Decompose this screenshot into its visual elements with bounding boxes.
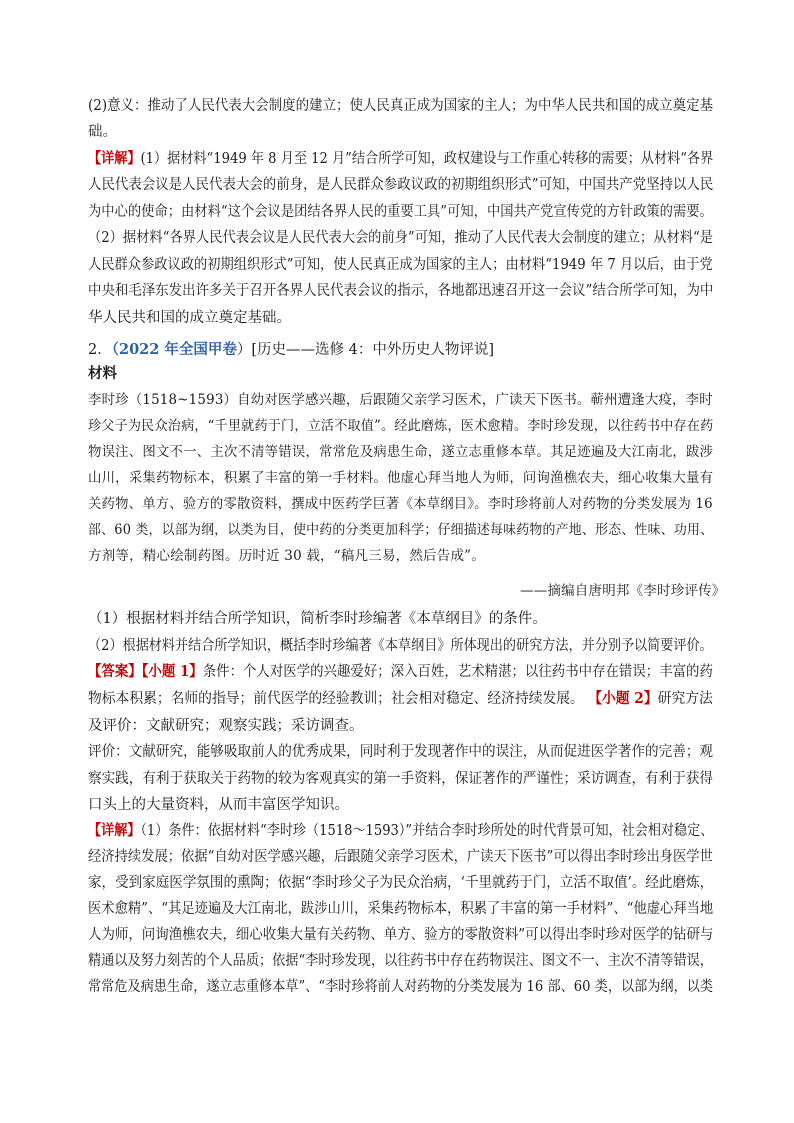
text-line [88,174,713,196]
text-line [88,121,117,143]
text-span: ——摘编自唐明邦《李时珍评传》 [520,583,726,599]
text-line [88,545,485,567]
text-line [88,227,713,249]
text-span: 础。 [88,124,117,140]
text-span: 及评价：文献研究；观察实践；采访调查。 [88,718,364,734]
text-span: 人民代表会议是人民代表大会的前身，是人民群众参政议政的初期组织形式”可知，中国共产党坚持以人民 [88,177,714,193]
text-line [88,201,713,223]
text-span: 为中心的使命；由材料“这个会议是团结各界人民的重要工具”可知，中国共产党宣传党的方针政策的需要。 [88,204,713,220]
text-line [88,688,713,710]
text-line [88,148,713,170]
text-line [88,363,117,385]
text-span: （2）据材料“各界人民代表会议是人民代表大会的前身”可知，推动了人民代表大会制度的建立；从材料“是 [88,230,713,246]
text-line [88,389,713,411]
text-span: 物标本积累；名师的指导；前代医学的经验教训；社会相对稳定、经济持续发展。 [88,691,589,707]
text-span: 口头上的大量资料，从而丰富医学知识。 [88,797,349,813]
text-span: 珍父子为民众治病，“千里就药于门，立活不取值”。经此磨炼，医术愈精。李时珍发现，以往药书中存在药 [88,418,714,434]
text-span: （2）根据材料并结合所学知识，概括李时珍编著《本草纲目》所体现出的研究方法，并分别予以简要评价。 [88,638,713,654]
text-span: (1）据材料“1949 年 8 月至 12 月”结合所学可知，政权建设与工作重心转移的需要；从材料“各界 [140,151,714,167]
text-line [88,415,713,437]
text-line [88,898,713,920]
text-span: 部、60 类，以部为纲，以类为目，使中药的分类更加科学；仔细描述每味药物的产地、形态、性味、功用、 [88,522,714,538]
text-line [88,715,364,737]
text-span: 医术愈精”、“其足迹遍及大江南北，跋涉山川，采集药物标本，积累了丰富的第一手材料”、“他虚心拜当地 [88,901,714,917]
text-line [88,635,713,657]
text-span: 精通以及努力刻苦的个人品质；依据“李时珍发现，以往药书中存在药物误注、图文不一、主次不清等错误， [88,953,713,969]
text-span: ）[历史——选修 4：中外历史人物评说] [236,342,495,358]
text-line [88,872,713,894]
text-span: 华人民共和国的成立奠定基础。 [88,310,291,326]
text-span: 方剂等，精心绘制药图。历时近 30 载，“稿凡三易，然后告成”。 [88,548,485,564]
text-line [88,661,713,683]
text-line [88,254,713,276]
text-span: 条件：个人对医学的兴趣爱好；深入百姓，艺术精湛；以往药书中存在错误；丰富的药 [202,664,713,680]
text-span: 评价：文献研究，能够吸取前人的优秀成果，同时利于发现著作中的误注，从而促进医学著作的完善；观 [88,744,713,760]
text-span: 人民群众参政议政的初期组织形式”可知，使人民真正成为国家的主人；由材料“1949 年 7 月以后，由于党 [88,257,713,273]
text-line [88,741,713,763]
text-span: 常常危及病患生命，遂立志重修本草”、“李时珍将前人对药物的分类发展为 16 部、60 类，以部为纲，以类 [88,979,714,995]
text-line [88,820,713,842]
text-span: 家，受到家庭医学氛围的熏陶；依据“李时珍父子为民众治病，‘千里就药于门，立活不取值’。经此磨炼， [88,875,714,891]
text-span: 山川，采集药物标本，积累了丰富的第一手材料。他虚心拜当地人为师，问询渔樵农夫，细心收集大量有 [88,470,714,486]
text-line [520,580,726,602]
text-span: 中央和毛泽东发出许多关于召开各界人民代表会议的指示，各地都迅速召开这一会议”结合所学可知，为中 [88,283,714,299]
text-span: 人为师，问询渔樵农夫，细心收集大量有关药物、单方、验方的零散资料”可以得出李时珍对医学的钻研与 [88,927,714,943]
text-span: （1）根据材料并结合所学知识，简析李时珍编著《本草纲目》的条件。 [88,611,547,627]
text-line [88,519,713,541]
text-span: （1）条件：依据材料“李时珍（1518～1593）”并结合李时珍所处的时代背景可知，社会相对稳定、 [140,823,714,839]
text-span: 物误注、图文不一、主次不清等错误，常常危及病患生命，遂立志重修本草。其足迹遍及大江南北，跋涉 [88,444,714,460]
text-span: (2)意义：推动了人民代表大会制度的建立；使人民真正成为国家的主人；为中华人民共和国的成立奠定基 [88,98,714,114]
text-span: 李时珍（1518~1593）自幼对医学感兴趣，后跟随父亲学习医术，广读天下医书。蕲州遭逢大疫，李时 [88,392,713,408]
text-span: 关药物、单方、验方的零散资料，撰成中医药学巨著《本草纲目》。李时珍将前人对药物的分类发展为 16 [88,496,713,512]
text-line [88,794,349,816]
text-span: 研究方法 [657,691,713,707]
text-line [88,493,713,515]
text-line [88,924,713,946]
text-line [88,441,713,463]
text-span: 经济持续发展；依据“自幼对医学感兴趣，后跟随父亲学习医术，广读天下医书”可以得出李时珍出身医学世 [88,849,713,865]
text-span: 察实践，有利于获取关于药物的较为客观真实的第一手资料，保证著作的严谨性；采访调查，有利于获得 [88,771,713,787]
section-marker: 【小题 2】 [588,690,658,707]
text-line [88,95,713,117]
section-marker: 【详解】 [88,822,141,839]
text-line [88,768,713,790]
text-line [88,467,713,489]
section-marker: 【详解】 [88,150,141,167]
text-line [88,950,713,972]
text-line [88,976,713,998]
text-line [88,339,494,361]
text-span: 材料 [88,365,117,382]
text-span: 2． [88,342,112,358]
text-line [88,846,713,868]
exam-source: （2022 年全国甲卷 [111,341,237,358]
text-line [88,608,547,630]
section-marker: 【答案】【小题 1】 [88,663,203,680]
text-line [88,307,291,329]
text-line [88,280,713,302]
